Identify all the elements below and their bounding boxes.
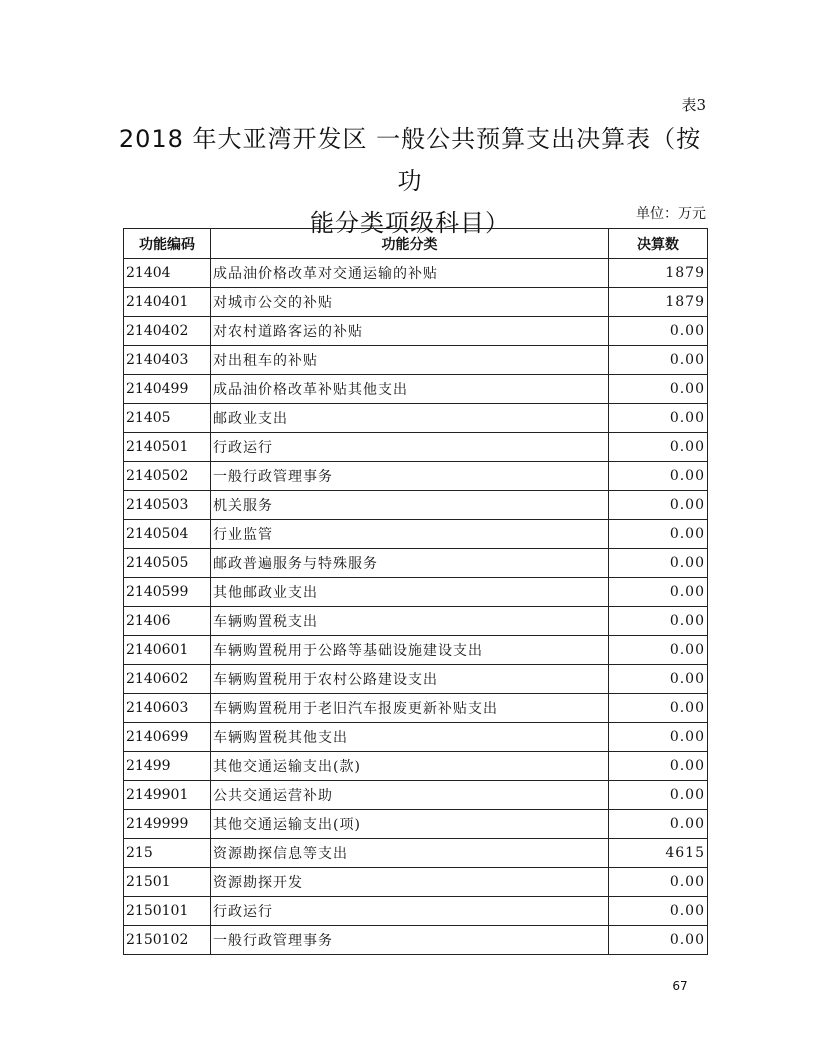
- table-row: [124, 868, 708, 897]
- row-category: 对农村道路客运的补贴: [211, 317, 609, 346]
- row-category: 车辆购置税用于老旧汽车报废更新补贴支出: [211, 694, 609, 723]
- row-amount: 0.00: [609, 404, 708, 433]
- table-row: [124, 723, 708, 752]
- row-amount: 0.00: [609, 578, 708, 607]
- table-row: [124, 317, 708, 346]
- table-row: [124, 839, 708, 868]
- row-category: 车辆购置税支出: [211, 607, 609, 636]
- table-row: [124, 694, 708, 723]
- title-line-2: 能分类项级科目）: [310, 209, 510, 237]
- row-category: 行政运行: [211, 897, 609, 926]
- row-code: 2140402: [124, 317, 211, 346]
- row-category: 其他邮政业支出: [211, 578, 609, 607]
- row-category: 资源勘探信息等支出: [211, 839, 609, 868]
- row-category: 机关服务: [211, 491, 609, 520]
- row-category: 车辆购置税其他支出: [211, 723, 609, 752]
- header-category: 功能分类: [211, 229, 609, 259]
- row-code: 2150102: [124, 926, 211, 955]
- row-category: 一般行政管理事务: [211, 926, 609, 955]
- table-row: [124, 462, 708, 491]
- row-code: 21405: [124, 404, 211, 433]
- table-row: [124, 752, 708, 781]
- row-amount: 0.00: [609, 607, 708, 636]
- budget-table: [123, 228, 708, 955]
- row-code: 2140503: [124, 491, 211, 520]
- row-category: 行政运行: [211, 433, 609, 462]
- table-row: [124, 259, 708, 288]
- page-title: [110, 118, 710, 244]
- table-row: [124, 578, 708, 607]
- row-code: 2140502: [124, 462, 211, 491]
- table-row: [124, 288, 708, 317]
- row-code: 2140599: [124, 578, 211, 607]
- table-row: [124, 346, 708, 375]
- row-amount: 4615: [609, 839, 708, 868]
- table-row: [124, 781, 708, 810]
- table-row: [124, 665, 708, 694]
- row-amount: 0.00: [609, 752, 708, 781]
- row-code: 21499: [124, 752, 211, 781]
- row-amount: 0.00: [609, 694, 708, 723]
- table-row: [124, 404, 708, 433]
- table-row: [124, 491, 708, 520]
- row-amount: 0.00: [609, 520, 708, 549]
- header-amount: 决算数: [609, 229, 708, 259]
- row-code: 2140504: [124, 520, 211, 549]
- table-row: [124, 607, 708, 636]
- row-amount: 0.00: [609, 491, 708, 520]
- row-category: 公共交通运营补助: [211, 781, 609, 810]
- row-code: 2149901: [124, 781, 211, 810]
- table-row: [124, 375, 708, 404]
- unit-label: 单位：万元: [636, 206, 706, 222]
- row-code: 2140603: [124, 694, 211, 723]
- row-code: 2140601: [124, 636, 211, 665]
- row-code: 2140499: [124, 375, 211, 404]
- row-amount: 0.00: [609, 375, 708, 404]
- row-code: 2150101: [124, 897, 211, 926]
- table-row: [124, 549, 708, 578]
- row-category: 对出租车的补贴: [211, 346, 609, 375]
- table-row: [124, 926, 708, 955]
- row-category: 其他交通运输支出(款): [211, 752, 609, 781]
- row-category: 一般行政管理事务: [211, 462, 609, 491]
- table-row: [124, 897, 708, 926]
- row-category: 成品油价格改革补贴其他支出: [211, 375, 609, 404]
- row-code: 2140403: [124, 346, 211, 375]
- table-body: [124, 259, 708, 955]
- row-amount: 0.00: [609, 317, 708, 346]
- title-line-1: 2018 年大亚湾开发区 一般公共预算支出决算表（按功: [118, 125, 702, 195]
- table-header-row: [124, 229, 708, 259]
- page-number: 67: [672, 979, 688, 993]
- row-amount: 0.00: [609, 346, 708, 375]
- header-code: 功能编码: [124, 229, 211, 259]
- row-amount: 0.00: [609, 781, 708, 810]
- row-code: 2149999: [124, 810, 211, 839]
- row-amount: 1879: [609, 288, 708, 317]
- row-amount: 0.00: [609, 665, 708, 694]
- row-category: 邮政业支出: [211, 404, 609, 433]
- row-amount: 0.00: [609, 462, 708, 491]
- row-code: 215: [124, 839, 211, 868]
- table-row: [124, 433, 708, 462]
- row-amount: 1879: [609, 259, 708, 288]
- table-row: [124, 520, 708, 549]
- row-amount: 0.00: [609, 636, 708, 665]
- row-code: 2140602: [124, 665, 211, 694]
- row-code: 21406: [124, 607, 211, 636]
- row-code: 21501: [124, 868, 211, 897]
- row-amount: 0.00: [609, 897, 708, 926]
- row-category: 邮政普遍服务与特殊服务: [211, 549, 609, 578]
- row-category: 车辆购置税用于公路等基础设施建设支出: [211, 636, 609, 665]
- row-category: 车辆购置税用于农村公路建设支出: [211, 665, 609, 694]
- row-code: 2140505: [124, 549, 211, 578]
- row-amount: 0.00: [609, 926, 708, 955]
- table-row: [124, 810, 708, 839]
- row-category: 行业监管: [211, 520, 609, 549]
- row-amount: 0.00: [609, 810, 708, 839]
- row-amount: 0.00: [609, 433, 708, 462]
- row-category: 其他交通运输支出(项): [211, 810, 609, 839]
- row-amount: 0.00: [609, 549, 708, 578]
- row-category: 资源勘探开发: [211, 868, 609, 897]
- row-category: 对城市公交的补贴: [211, 288, 609, 317]
- row-code: 2140501: [124, 433, 211, 462]
- row-code: 2140699: [124, 723, 211, 752]
- table-number-label: 表3: [681, 96, 706, 114]
- table-row: [124, 636, 708, 665]
- row-amount: 0.00: [609, 868, 708, 897]
- row-category: 成品油价格改革对交通运输的补贴: [211, 259, 609, 288]
- row-code: 2140401: [124, 288, 211, 317]
- row-amount: 0.00: [609, 723, 708, 752]
- row-code: 21404: [124, 259, 211, 288]
